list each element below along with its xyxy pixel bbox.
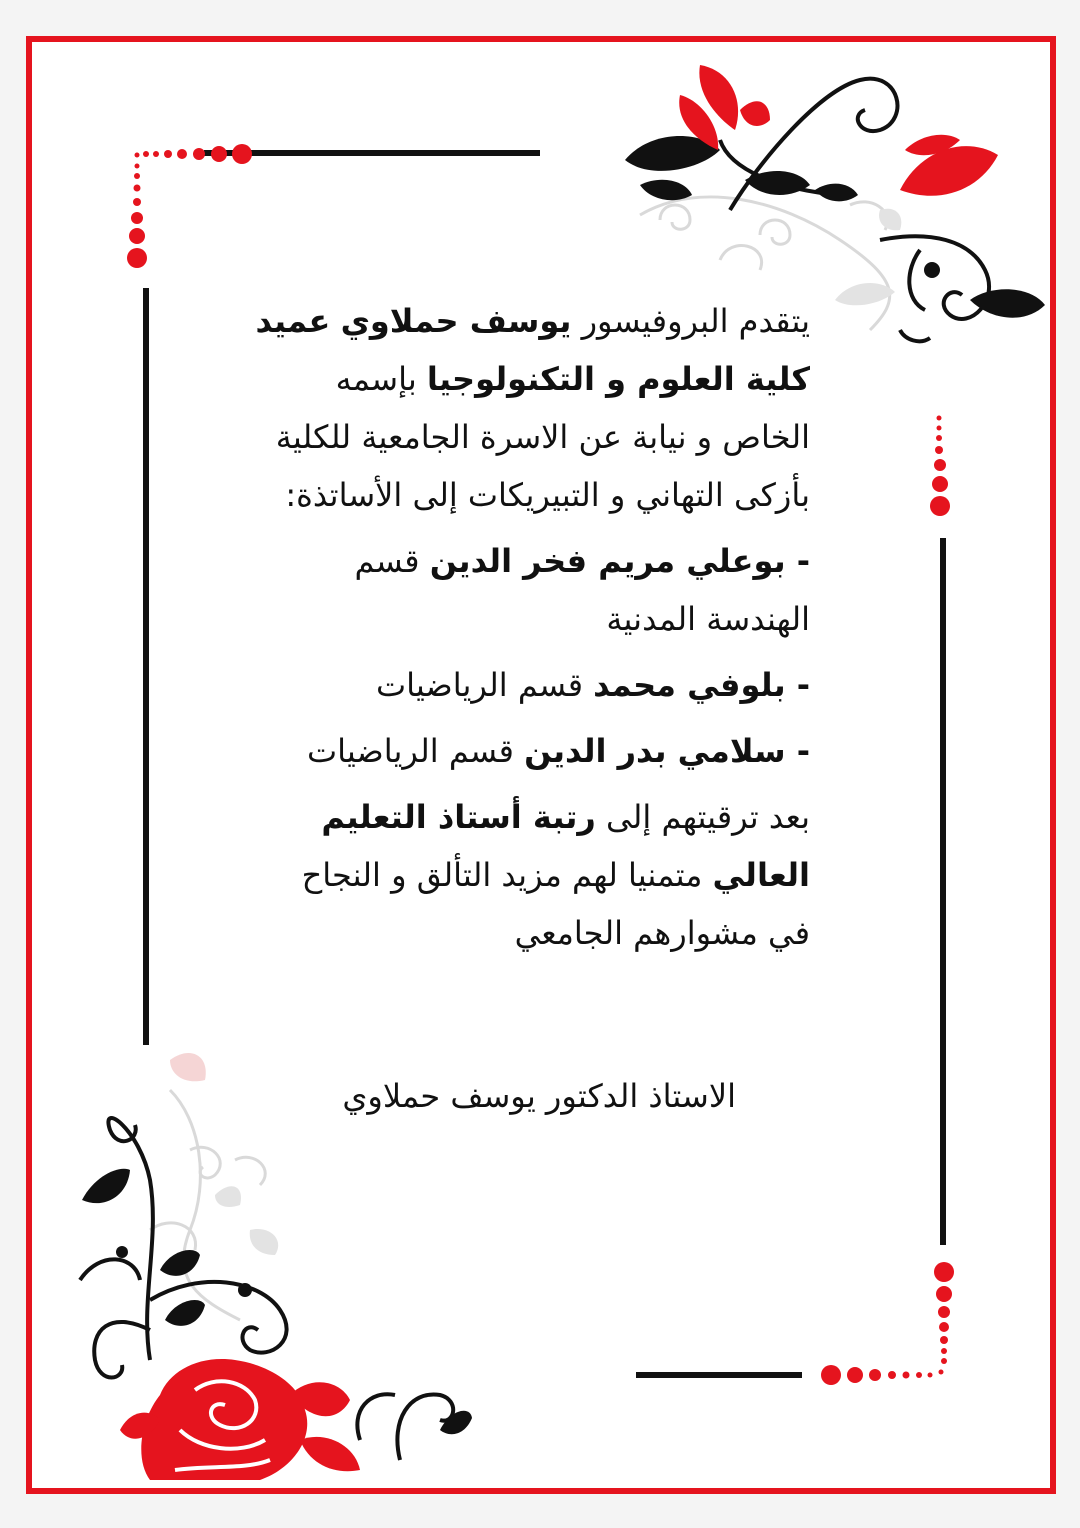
professor-bullet: - [785,732,810,770]
closing-paragraph [250,788,810,962]
professor-bullet: - [785,542,810,580]
intro-text-1: يتقدم البروفيسور [571,302,810,340]
professor-name: بلوفي محمد [593,666,786,704]
professor-dept: قسم الرياضيات [376,666,594,704]
outro-text-2: متمنيا لهم مزيد التألق و النجاح في مشوارهم الجامعي [301,856,810,952]
professor-item [250,722,810,780]
letter-body [250,292,810,962]
outro-text-1: بعد ترقيتهم إلى [595,798,810,836]
professor-bullet: - [785,666,810,704]
intro-paragraph [250,292,810,524]
rank-title: رتبة أستاذ التعليم العالي [321,798,810,894]
professor-dept: قسم الهندسة المدنية [354,542,810,638]
professor-item [250,656,810,714]
signature: الاستاذ الدكتور يوسف حملاوي [342,1077,736,1115]
right-side-ornament [930,416,950,1246]
professor-dept: قسم الرياضيات [307,732,525,770]
intro-text-2 [330,302,340,340]
professor-item [250,532,810,648]
professor-name: بوعلي مريم فخر الدين [429,542,786,580]
intro-text-3: بإسمه الخاص و نيابة عن الاسرة الجامعية للكلية بأزكى التهاني و التبيريكات إلى الأساتذة: [275,360,810,514]
professor-name: سلامي بدر الدين [524,732,786,770]
dean-name: يوسف حملاوي [340,302,572,340]
bottom-right-corner-ornament [636,1262,954,1385]
dean-title: عميد كلية العلوم و التكنولوجيا [255,302,810,398]
